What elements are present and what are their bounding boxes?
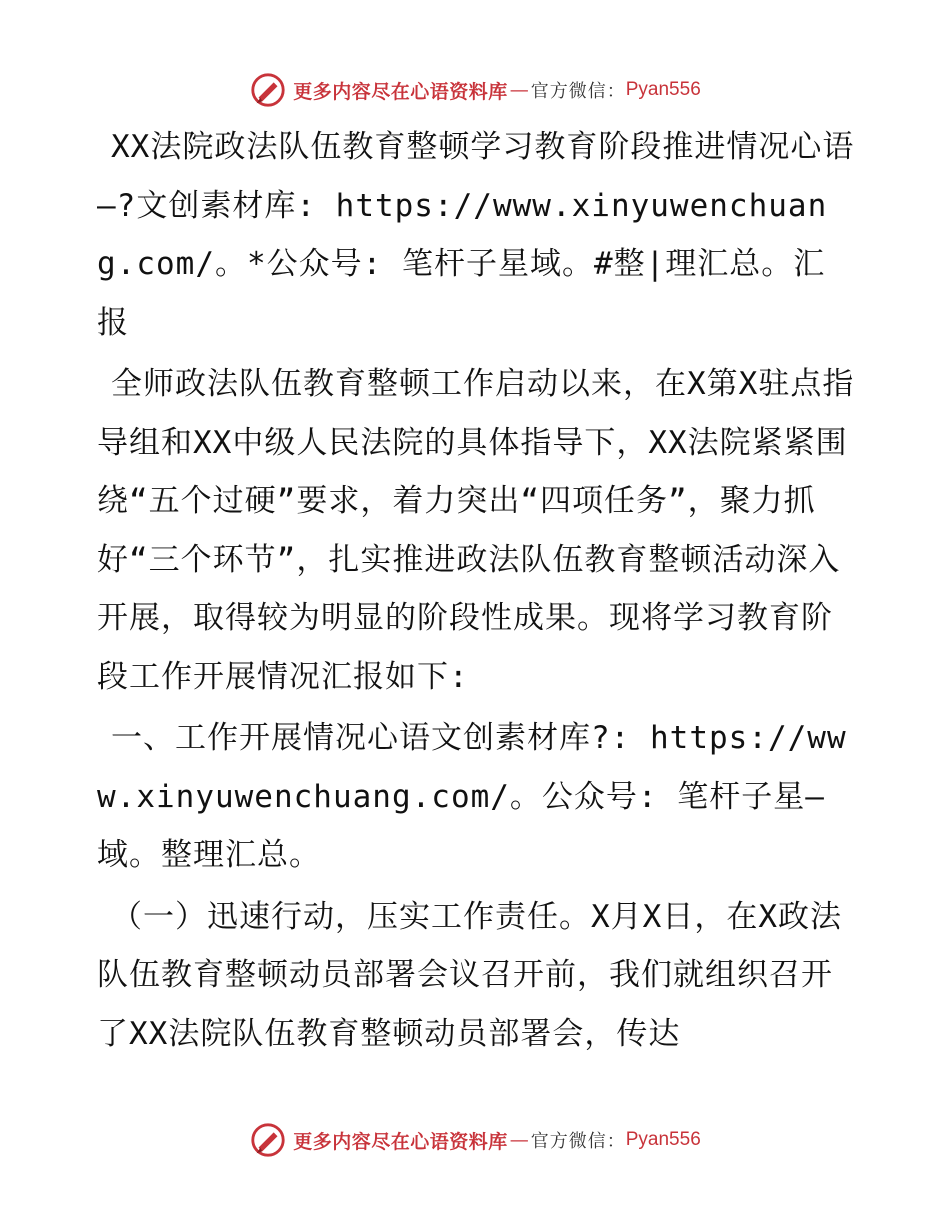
banner-main-text: 更多内容尽在心语资料库 xyxy=(293,80,508,103)
banner-wechat-label: 官方微信： xyxy=(530,81,626,102)
banner-wechat-id: Pyan556 xyxy=(625,79,701,100)
banner-wechat-id: Pyan556 xyxy=(625,1129,701,1150)
document-title-paragraph xyxy=(97,118,857,352)
header-watermark-banner xyxy=(0,68,950,112)
banner-separator: — xyxy=(509,1129,529,1151)
pen-logo-icon xyxy=(249,1121,287,1159)
section-heading-paragraph xyxy=(97,709,857,885)
paragraph-text: 全师政法队伍教育整顿工作启动以来，在X第X驻点指导组和XX中级人民法院的具体指导下，XX法院紧紧围绕“五个过硬”要求，着力突出“四项任务”，聚力抓好“三个环节”，扎实推进政法队伍教育整顿活动深入开展，取得较为明显的阶段性成果。现将学习教育阶段工作开展情况汇报如下: xyxy=(97,366,855,695)
banner-wechat-label: 官方微信： xyxy=(530,1131,626,1152)
pen-logo-icon xyxy=(249,71,287,109)
paragraph-text: 一、工作开展情况心语文创素材库?: https://www.xinyuwenchuang.com/。公众号: 笔杆子星—域。整理汇总。 xyxy=(97,720,847,873)
body-paragraph xyxy=(97,888,857,1064)
banner-separator: — xyxy=(509,79,529,101)
banner-main-text: 更多内容尽在心语资料库 xyxy=(293,1130,508,1153)
paragraph-text: XX法院政法队伍教育整顿学习教育阶段推进情况心语—?文创素材库: https://www.xinyuwenchuang.com/。*公众号: 笔杆子星域。#整|理汇总。汇报 xyxy=(97,129,855,341)
paragraph-text: （一）迅速行动，压实工作责任。X月X日，在X政法队伍教育整顿动员部署会议召开前，我们就组织召开了XX法院队伍教育整顿动员部署会，传达 xyxy=(97,898,842,1052)
body-paragraph xyxy=(97,355,857,706)
footer-watermark-banner xyxy=(0,1118,950,1162)
document-body xyxy=(97,118,857,1063)
